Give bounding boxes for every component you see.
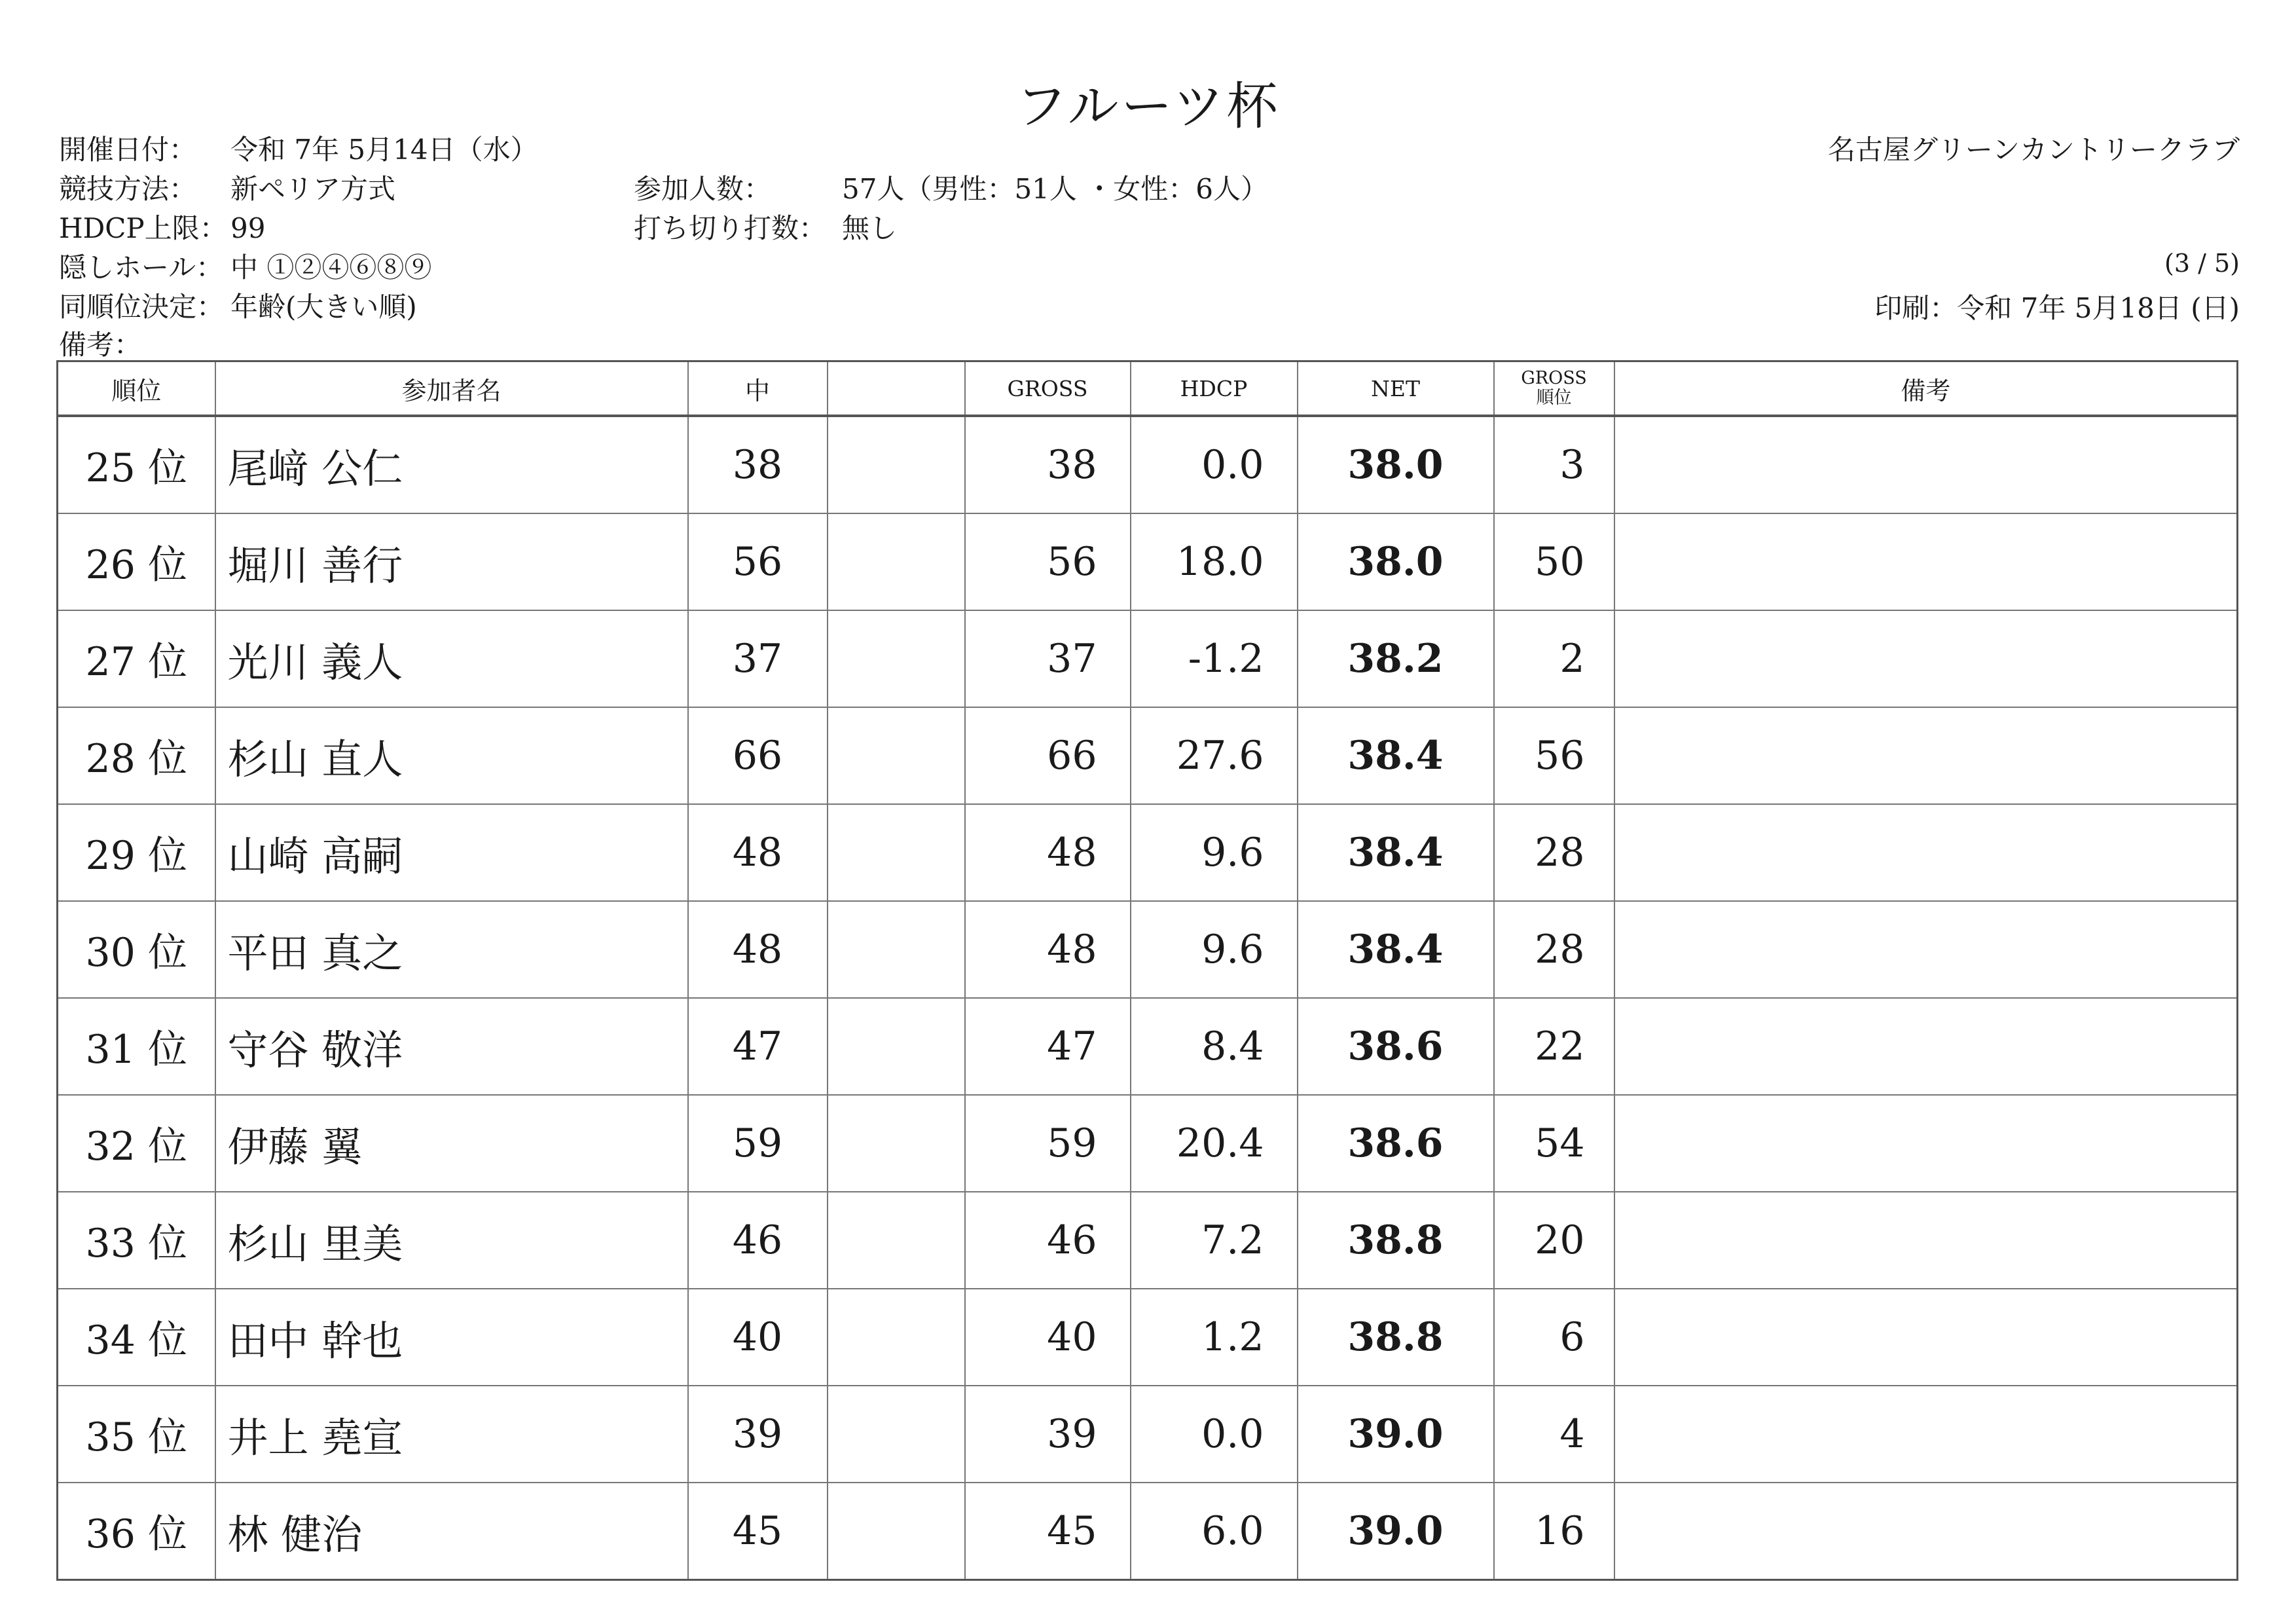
col-header-gross: GROSS [965,361,1131,416]
course-score-cell: 48 [688,804,828,901]
hdcp-cell: 7.2 [1131,1192,1298,1289]
table-row [58,901,2238,998]
tie-rule-value: 年齢(大きい順) [230,291,417,323]
gross-rank-cell: 6 [1494,1289,1614,1386]
col-header-net: NET [1298,361,1494,416]
rank-cell: 32 位 [58,1095,215,1192]
name-cell: 守谷 敬洋 [215,998,688,1095]
blank-cell [828,1095,965,1192]
table-row [58,1289,2238,1386]
participants-value: 57人（男性：51人 ・女性：6人） [842,173,1268,205]
hdcp-cell: 8.4 [1131,998,1298,1095]
participants [634,168,1268,207]
blank-cell [828,707,965,804]
hidden-holes-value: 中 ①②④⑥⑧⑨ [230,251,432,284]
col-header-rank: 順位 [58,361,215,416]
blank-cell [828,1192,965,1289]
rank-cell: 25 位 [58,416,215,513]
gross-cell: 47 [965,998,1131,1095]
gross-rank-cell: 28 [1494,901,1614,998]
event-date-value: 令和 7年 5月14日（水） [230,134,538,166]
notes-cell [1614,1483,2238,1580]
table-row [58,707,2238,804]
name-cell: 杉山 里美 [215,1192,688,1289]
name-cell: 光川 義人 [215,610,688,707]
notes-cell [1614,707,2238,804]
gross-cell: 39 [965,1386,1131,1483]
gross-rank-cell: 4 [1494,1386,1614,1483]
course-score-cell: 38 [688,416,828,513]
hdcp-cell: 9.6 [1131,901,1298,998]
col-header-gross-rank-line2: 順位 [1536,388,1572,408]
cutoff-strokes-label: 打ち切り打数： [634,212,827,244]
course-score-cell: 46 [688,1192,828,1289]
hdcp-limit-label: HDCP上限： [59,212,227,244]
name-cell: 堀川 善行 [215,513,688,610]
net-cell: 38.6 [1298,998,1494,1095]
notes-cell [1614,1192,2238,1289]
notes-cell [1614,513,2238,610]
name-cell: 尾﨑 公仁 [215,416,688,513]
rank-cell: 31 位 [58,998,215,1095]
gross-rank-cell: 22 [1494,998,1614,1095]
table-row [58,610,2238,707]
gross-cell: 66 [965,707,1131,804]
net-cell: 38.0 [1298,513,1494,610]
table-row [58,1095,2238,1192]
table-row [58,513,2238,610]
col-header-blank [828,361,965,416]
competition-method-value: 新ペリア方式 [230,173,396,205]
net-cell: 38.4 [1298,707,1494,804]
results-table [56,360,2238,1581]
hdcp-cell: 0.0 [1131,416,1298,513]
tie-rule-label: 同順位決定： [59,291,225,323]
gross-cell: 45 [965,1483,1131,1580]
course-score-cell: 39 [688,1386,828,1483]
course-score-cell: 45 [688,1483,828,1580]
gross-rank-cell: 28 [1494,804,1614,901]
gross-rank-cell: 3 [1494,416,1614,513]
page-title: フルーツ杯 [1015,77,1281,136]
rank-cell: 30 位 [58,901,215,998]
name-cell: 林 健治 [215,1483,688,1580]
notes-header [59,323,141,363]
net-cell: 38.2 [1298,610,1494,707]
hdcp-cell: 6.0 [1131,1483,1298,1580]
results-body [58,416,2238,1580]
course-score-cell: 48 [688,901,828,998]
hidden-holes [59,246,431,286]
table-row [58,1483,2238,1580]
blank-cell [828,513,965,610]
gross-cell: 46 [965,1192,1131,1289]
blank-cell [828,998,965,1095]
hdcp-cell: 1.2 [1131,1289,1298,1386]
blank-cell [828,804,965,901]
blank-cell [828,901,965,998]
gross-cell: 38 [965,416,1131,513]
blank-cell [828,1289,965,1386]
rank-cell: 35 位 [58,1386,215,1483]
notes-cell [1614,804,2238,901]
gross-cell: 40 [965,1289,1131,1386]
notes-header-label: 備考： [59,329,142,361]
notes-cell [1614,1095,2238,1192]
competition-method-label: 競技方法： [59,173,197,205]
table-row [58,416,2238,513]
event-date-label: 開催日付： [59,134,197,166]
gross-rank-cell: 20 [1494,1192,1614,1289]
col-header-course: 中 [688,361,828,416]
net-cell: 38.4 [1298,901,1494,998]
gross-rank-cell: 16 [1494,1483,1614,1580]
col-header-gross-rank-line1: GROSS [1521,368,1587,388]
rank-cell: 34 位 [58,1289,215,1386]
event-date [59,128,538,168]
rank-cell: 28 位 [58,707,215,804]
blank-cell [828,1386,965,1483]
blank-cell [828,1483,965,1580]
print-date: 印刷：令和 7年 5月18日 (日) [1874,292,2240,324]
gross-rank-cell: 2 [1494,610,1614,707]
club-name: 名古屋グリーンカントリークラブ [1827,134,2240,166]
gross-cell: 59 [965,1095,1131,1192]
tie-rule [59,286,417,325]
page-number: (3 / 5) [2164,249,2240,278]
hdcp-cell: 0.0 [1131,1386,1298,1483]
col-header-notes: 備考 [1614,361,2238,416]
name-cell: 井上 堯宣 [215,1386,688,1483]
table-row [58,804,2238,901]
gross-cell: 48 [965,804,1131,901]
gross-rank-cell: 50 [1494,513,1614,610]
notes-cell [1614,901,2238,998]
table-row [58,1192,2238,1289]
course-score-cell: 47 [688,998,828,1095]
rank-cell: 27 位 [58,610,215,707]
table-header-row [58,361,2238,416]
course-score-cell: 40 [688,1289,828,1386]
course-score-cell: 59 [688,1095,828,1192]
name-cell: 杉山 直人 [215,707,688,804]
notes-cell [1614,416,2238,513]
net-cell: 38.4 [1298,804,1494,901]
cutoff-strokes-value: 無し [842,212,898,244]
hdcp-cell: 20.4 [1131,1095,1298,1192]
rank-cell: 29 位 [58,804,215,901]
table-row [58,1386,2238,1483]
col-header-gross-rank [1494,361,1614,416]
participants-label: 参加人数： [634,173,772,205]
col-header-hdcp: HDCP [1131,361,1298,416]
net-cell: 38.8 [1298,1289,1494,1386]
gross-rank-cell: 54 [1494,1095,1614,1192]
notes-cell [1614,1289,2238,1386]
net-cell: 38.8 [1298,1192,1494,1289]
hdcp-cell: 9.6 [1131,804,1298,901]
hdcp-cell: 18.0 [1131,513,1298,610]
name-cell: 伊藤 翼 [215,1095,688,1192]
rank-cell: 36 位 [58,1483,215,1580]
blank-cell [828,610,965,707]
competition-method [59,168,395,207]
blank-cell [828,416,965,513]
rank-cell: 33 位 [58,1192,215,1289]
hdcp-cell: -1.2 [1131,610,1298,707]
course-score-cell: 37 [688,610,828,707]
hdcp-limit [59,207,265,246]
net-cell: 39.0 [1298,1386,1494,1483]
net-cell: 38.0 [1298,416,1494,513]
gross-rank-cell: 56 [1494,707,1614,804]
name-cell: 山崎 高嗣 [215,804,688,901]
gross-cell: 56 [965,513,1131,610]
gross-cell: 37 [965,610,1131,707]
notes-cell [1614,998,2238,1095]
rank-cell: 26 位 [58,513,215,610]
hidden-holes-label: 隠しホール： [59,251,224,284]
table-row [58,998,2238,1095]
net-cell: 39.0 [1298,1483,1494,1580]
net-cell: 38.6 [1298,1095,1494,1192]
notes-cell [1614,1386,2238,1483]
course-score-cell: 66 [688,707,828,804]
hdcp-limit-value: 99 [230,212,266,244]
hdcp-cell: 27.6 [1131,707,1298,804]
cutoff-strokes [634,207,897,246]
col-header-name: 参加者名 [215,361,688,416]
course-score-cell: 56 [688,513,828,610]
notes-cell [1614,610,2238,707]
gross-cell: 48 [965,901,1131,998]
name-cell: 田中 幹也 [215,1289,688,1386]
name-cell: 平田 真之 [215,901,688,998]
